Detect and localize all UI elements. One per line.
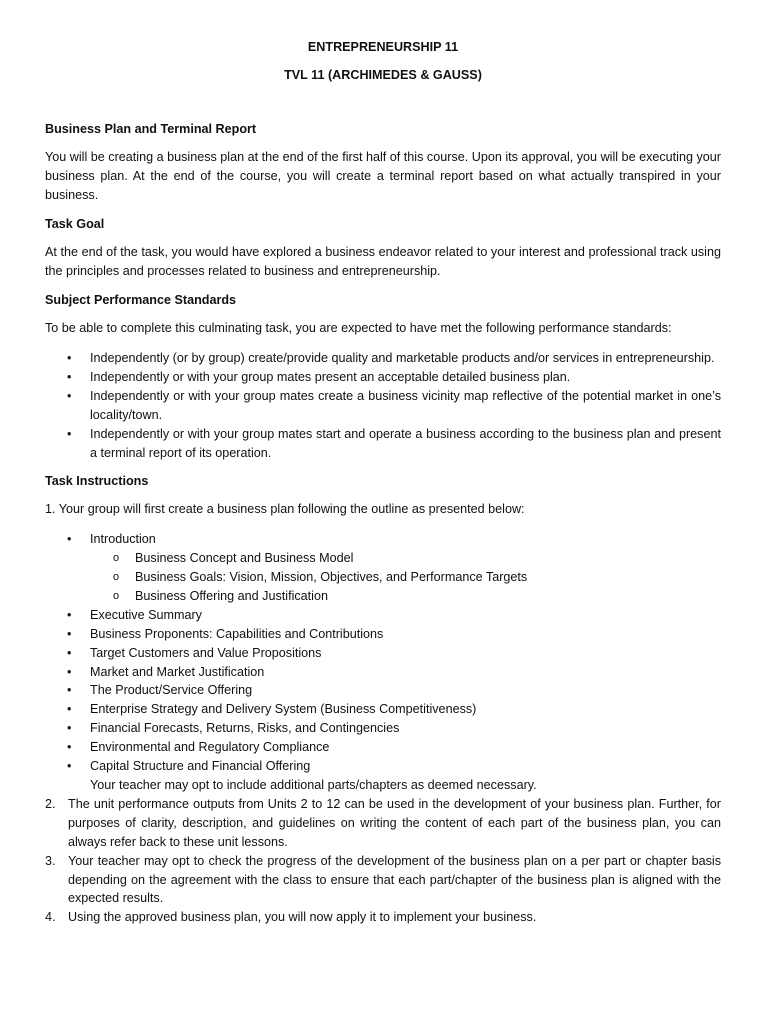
- section-heading: Business Plan and Terminal Report: [45, 121, 257, 136]
- bullet-marker: •: [67, 350, 72, 365]
- list-item: • Executive Summary: [45, 606, 721, 625]
- list-item: • The Product/Service Offering: [45, 681, 721, 700]
- list-item: • Independently (or by group) create/provide quality and marketable products and/or services in entrepreneurship.: [45, 349, 721, 368]
- sub-list-item: o Business Concept and Business Model: [45, 549, 721, 568]
- bullet-marker: •: [67, 426, 72, 441]
- list-item: • Target Customers and Value Propositions: [45, 644, 721, 663]
- item-number: 3.: [45, 853, 56, 868]
- section-paragraph: At the end of the task, you would have explored a business endeavor related to your interest and professional track using the principles and processes related to business and entrepreneurship.: [45, 245, 721, 279]
- bullet-marker: •: [67, 607, 72, 622]
- document-subtitle: TVL 11 (ARCHIMEDES & GAUSS): [284, 67, 482, 82]
- bullet-marker: •: [67, 626, 72, 641]
- document-page: [45, 38, 721, 927]
- numbered-item: 3. Your teacher may opt to check the progress of the development of the business plan on a per part or chapter basis depending on the agreement with the class to ensure that each part/chapter of the business plan is aligned with the expected results.: [45, 852, 721, 909]
- document-title: ENTREPRENEURSHIP 11: [307, 40, 459, 54]
- section-heading: Task Goal: [45, 217, 105, 232]
- list-item: • Capital Structure and Financial Offering: [45, 757, 721, 776]
- numbered-list: [45, 795, 721, 927]
- bullet-marker: •: [67, 740, 72, 755]
- sub-list-item: o Business Goals: Vision, Mission, Objectives, and Performance Targets: [45, 568, 721, 587]
- section-heading: Task Instructions: [45, 474, 149, 489]
- outline-list: [45, 530, 721, 795]
- outline-note: Your teacher may opt to include additional parts/chapters as deemed necessary.: [90, 778, 537, 792]
- bullet-marker: •: [67, 759, 72, 774]
- bullet-marker: •: [67, 664, 72, 679]
- bullet-marker: •: [67, 683, 72, 698]
- list-item: • Introduction: [45, 530, 721, 549]
- section-heading: Subject Performance Standards: [45, 293, 237, 308]
- item-number: 4.: [45, 910, 56, 925]
- sub-list-item: o Business Offering and Justification: [45, 587, 721, 606]
- bullet-marker: •: [67, 388, 72, 403]
- sub-marker: o: [113, 589, 120, 602]
- item-number: 2.: [45, 796, 56, 811]
- bullet-marker: •: [67, 369, 72, 384]
- list-item: • Market and Market Justification: [45, 663, 721, 682]
- sub-marker: o: [113, 571, 120, 584]
- standards-list: [45, 349, 721, 462]
- list-item: • Independently or with your group mates start and operate a business according to the business plan and present a terminal report of its operation.: [45, 425, 721, 463]
- list-item: • Enterprise Strategy and Delivery System (Business Competitiveness): [45, 700, 721, 719]
- list-item: • Financial Forecasts, Returns, Risks, and Contingencies: [45, 719, 721, 738]
- numbered-item: 4. Using the approved business plan, you will now apply it to implement your business.: [45, 908, 721, 927]
- section-paragraph: 1. Your group will first create a business plan following the outline as presented below:: [45, 502, 525, 517]
- bullet-marker: •: [67, 702, 72, 717]
- bullet-marker: •: [67, 645, 72, 660]
- list-item: • Independently or with your group mates create a business vicinity map reflective of the potential market in one’s locality/town.: [45, 387, 721, 425]
- sub-marker: o: [113, 552, 120, 565]
- list-item: • Business Proponents: Capabilities and Contributions: [45, 625, 721, 644]
- section-paragraph: To be able to complete this culminating task, you are expected to have met the following performance standards:: [45, 321, 672, 336]
- list-item: • Environmental and Regulatory Compliance: [45, 738, 721, 757]
- numbered-item: 2. The unit performance outputs from Units 2 to 12 can be used in the development of your business plan. Further, for purposes of clarity, description, and guidelines on writing the content of each part of the business plan, you can always refer back to these unit lessons.: [45, 795, 721, 852]
- list-item: • Independently or with your group mates present an acceptable detailed business plan.: [45, 368, 721, 387]
- bullet-marker: •: [67, 532, 72, 547]
- section-paragraph: You will be creating a business plan at the end of the first half of this course. Upon its approval, you will be executing your business plan. At the end of the course, you will create a terminal report based on what actually transpired in your business.: [45, 149, 721, 202]
- bullet-marker: •: [67, 721, 72, 736]
